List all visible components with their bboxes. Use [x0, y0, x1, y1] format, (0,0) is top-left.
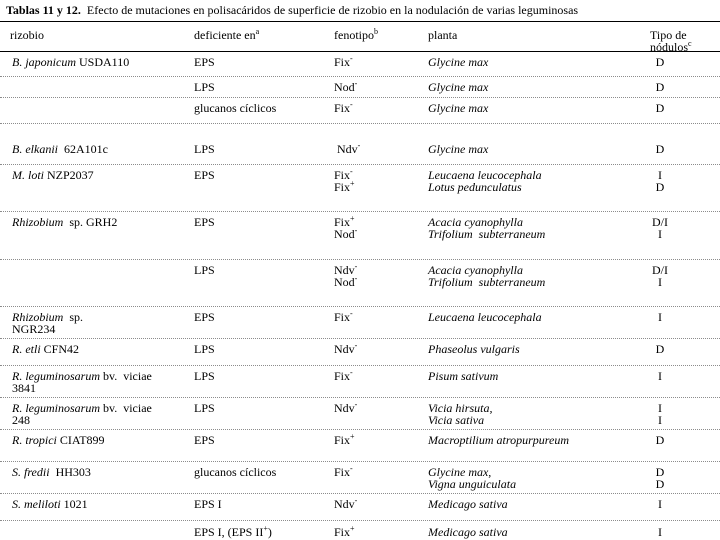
- tipo-nodulo-cell: D: [655, 55, 665, 69]
- tipo-nodulo-cell: D/I I: [652, 215, 668, 241]
- tipo-nodulo-cell: D: [655, 80, 665, 94]
- planta-cell: Medicago sativa: [428, 525, 508, 539]
- deficiente-cell: EPS: [194, 433, 215, 447]
- planta-cell: Acacia cyanophylla Trifolium subterraneum: [428, 215, 546, 241]
- fenotipo-cell: Ndv-: [334, 400, 358, 415]
- tipo-nodulo-cell: D: [655, 433, 665, 447]
- planta-cell: Glycine max: [428, 80, 489, 94]
- rizobio-cell: R. etli CFN42: [12, 342, 80, 356]
- planta-cell: Glycine max: [428, 55, 489, 69]
- rizobio-cell: S. meliloti 1021: [12, 497, 88, 511]
- planta-cell: Acacia cyanophylla Trifolium subterraneum: [428, 263, 546, 289]
- deficiente-cell: LPS: [194, 142, 215, 156]
- header-top-rule: [0, 21, 720, 22]
- row-separator: [0, 123, 720, 124]
- tipo-nodulo-cell: D: [655, 342, 665, 356]
- rizobio-cell: M. loti NZP2037: [12, 168, 94, 182]
- deficiente-cell: LPS: [194, 401, 215, 415]
- planta-cell: Vicia hirsuta, Vicia sativa: [428, 401, 493, 427]
- header-tipo: Tipo de nódulos$^c$: [650, 28, 692, 54]
- row-separator: [0, 429, 720, 430]
- deficiente-cell: LPS: [194, 80, 215, 94]
- tipo-nodulo-cell: I D: [655, 168, 665, 194]
- fenotipo-cell: Ndv- Nod-: [334, 262, 358, 289]
- row-separator: [0, 97, 720, 98]
- caption-label: Tablas 11 y 12.: [6, 3, 81, 17]
- table-caption: [6, 3, 578, 18]
- deficiente-cell: EPS: [194, 55, 215, 69]
- tipo-nodulo-cell: D: [655, 142, 665, 156]
- fenotipo-cell: Fix+ Nod-: [334, 214, 358, 241]
- planta-cell: Phaseolus vulgaris: [428, 342, 520, 356]
- deficiente-cell: LPS: [194, 342, 215, 356]
- rizobio-cell: B. elkanii 62A101c: [12, 142, 108, 156]
- deficiente-cell: LPS: [194, 369, 215, 383]
- fenotipo-cell: Fix-: [334, 309, 353, 324]
- deficiente-cell: glucanos cíclicos: [194, 465, 277, 479]
- rizobio-cell: R. leguminosarum bv. viciae 248: [12, 401, 152, 427]
- tipo-nodulo-cell: D: [655, 101, 665, 115]
- planta-cell: Glycine max, Vigna unguiculata: [428, 465, 517, 491]
- deficiente-cell: EPS: [194, 215, 215, 229]
- row-separator: [0, 461, 720, 462]
- tipo-nodulo-cell: D D: [655, 465, 665, 491]
- deficiente-cell: LPS: [194, 263, 215, 277]
- fenotipo-cell: Fix-: [334, 464, 353, 479]
- tipo-nodulo-cell: D/I I: [652, 263, 668, 289]
- row-separator: [0, 76, 720, 77]
- deficiente-cell: EPS: [194, 168, 215, 182]
- fenotipo-cell: Ndv-: [334, 141, 361, 156]
- planta-cell: Pisum sativum: [428, 369, 499, 383]
- rizobio-cell: Rhizobium sp. NGR234: [12, 310, 84, 336]
- planta-cell: Macroptilium atropurpureum: [428, 433, 569, 447]
- fenotipo-cell: Fix+: [334, 524, 355, 539]
- fenotipo-cell: Fix-: [334, 54, 353, 69]
- row-separator: [0, 164, 720, 165]
- deficiente-cell: EPS I: [194, 497, 222, 511]
- rizobio-cell: Rhizobium sp. GRH2: [12, 215, 118, 229]
- row-separator: [0, 338, 720, 339]
- tipo-nodulo-cell: I: [658, 497, 662, 511]
- fenotipo-cell: Fix- Fix+: [334, 167, 355, 194]
- header-fenotipo: fenotipo$^b$: [334, 27, 378, 42]
- deficiente-cell: EPS: [194, 310, 215, 324]
- header-deficiente: deficiente $en^a$: [194, 27, 260, 42]
- rizobio-cell: R. leguminosarum bv. viciae 3841: [12, 369, 152, 395]
- header-planta: planta: [428, 28, 458, 42]
- tipo-nodulo-cell: I: [658, 369, 662, 383]
- planta-cell: Glycine max: [428, 142, 489, 156]
- row-separator: [0, 259, 720, 260]
- fenotipo-cell: Fix-: [334, 100, 353, 115]
- rizobio-cell: B. japonicum USDA110: [12, 55, 130, 69]
- planta-cell: Glycine max: [428, 101, 489, 115]
- tipo-nodulo-cell: I I: [658, 401, 662, 427]
- fenotipo-cell: Fix-: [334, 368, 353, 383]
- deficiente-cell: EPS I, (EPS II+): [194, 524, 272, 539]
- row-separator: [0, 493, 720, 494]
- tipo-nodulo-cell: I: [658, 310, 662, 324]
- fenotipo-cell: Ndv-: [334, 496, 358, 511]
- fenotipo-cell: Fix+: [334, 432, 355, 447]
- row-separator: [0, 306, 720, 307]
- row-separator: [0, 397, 720, 398]
- tipo-nodulo-cell: I: [658, 525, 662, 539]
- rizobio-cell: R. tropici CIAT899: [12, 433, 105, 447]
- deficiente-cell: glucanos cíclicos: [194, 101, 277, 115]
- fenotipo-cell: Ndv-: [334, 341, 358, 356]
- fenotipo-cell: Nod-: [334, 79, 358, 94]
- planta-cell: Leucaena leucocephala: [428, 310, 542, 324]
- planta-cell: Leucaena leucocephala Lotus pedunculatus: [428, 168, 542, 194]
- caption-text: Efecto de mutaciones en polisacáridos de superficie de rizobio en la nodulación de varias leguminosas: [86, 3, 579, 17]
- header-rizobio: rizobio: [10, 28, 44, 42]
- row-separator: [0, 365, 720, 366]
- row-separator: [0, 211, 720, 212]
- planta-cell: Medicago sativa: [428, 497, 508, 511]
- header-bottom-rule: [0, 51, 720, 52]
- row-separator: [0, 520, 720, 521]
- rizobio-cell: S. fredii HH303: [12, 465, 91, 479]
